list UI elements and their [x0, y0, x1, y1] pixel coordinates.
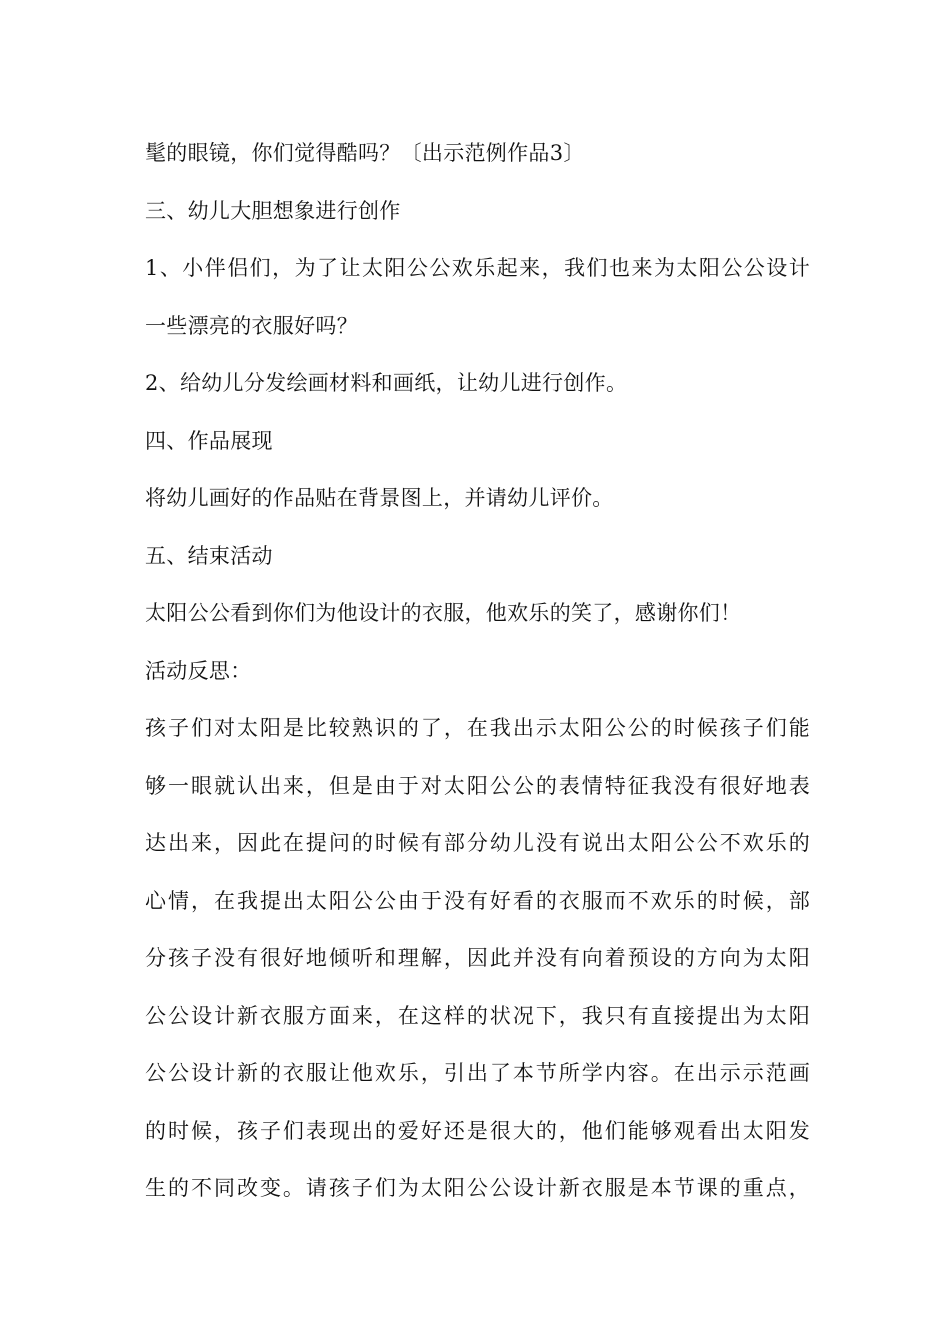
- text-line: 公公设计新的衣服让他欢乐，引出了本节所学内容。在出示示范画: [145, 1061, 810, 1085]
- text-line: 达出来，因此在提问的时候有部分幼儿没有说出太阳公公不欢乐的: [145, 831, 810, 855]
- text-line: 2、给幼儿分发绘画材料和画纸，让幼儿进行创作。: [145, 371, 628, 395]
- text-line: 1、小伴侣们，为了让太阳公公欢乐起来，我们也来为太阳公公设计: [145, 256, 810, 280]
- text-line: 够一眼就认出来，但是由于对太阳公公的表情特征我没有很好地表: [145, 773, 810, 798]
- section-heading-5: 五、结束活动: [145, 543, 273, 568]
- section-heading-4: 四、作品展现: [145, 428, 273, 453]
- text-line: 将幼儿画好的作品贴在背景图上，并请幼儿评价。: [145, 486, 614, 510]
- text-line: 生的不同改变。请孩子们为太阳公公设计新衣服是本节课的重点，: [145, 1176, 810, 1200]
- text-line: 一些漂亮的衣服好吗？: [145, 313, 358, 338]
- text-line: 太阳公公看到你们为他设计的衣服，他欢乐的笑了，感谢你们！: [145, 601, 742, 625]
- text-line: 的时候，孩子们表现出的爱好还是很大的，他们能够观看出太阳发: [145, 1118, 810, 1143]
- text-line: 髦的眼镜，你们觉得酷吗？〔出示范例作品3〕: [145, 141, 585, 165]
- reflection-heading: 活动反思：: [145, 658, 252, 683]
- text-line: 孩子们对太阳是比较熟识的了，在我出示太阳公公的时候孩子们能: [145, 716, 810, 740]
- document-body: [145, 129, 810, 1222]
- text-line: 分孩子没有很好地倾听和理解，因此并没有向着预设的方向为太阳: [145, 946, 810, 970]
- text-line: 心情，在我提出太阳公公由于没有好看的衣服而不欢乐的时候，部: [145, 888, 810, 913]
- text-line: 公公设计新衣服方面来，在这样的状况下，我只有直接提出为太阳: [145, 1003, 810, 1028]
- section-heading-3: 三、幼儿大胆想象进行创作: [145, 198, 401, 223]
